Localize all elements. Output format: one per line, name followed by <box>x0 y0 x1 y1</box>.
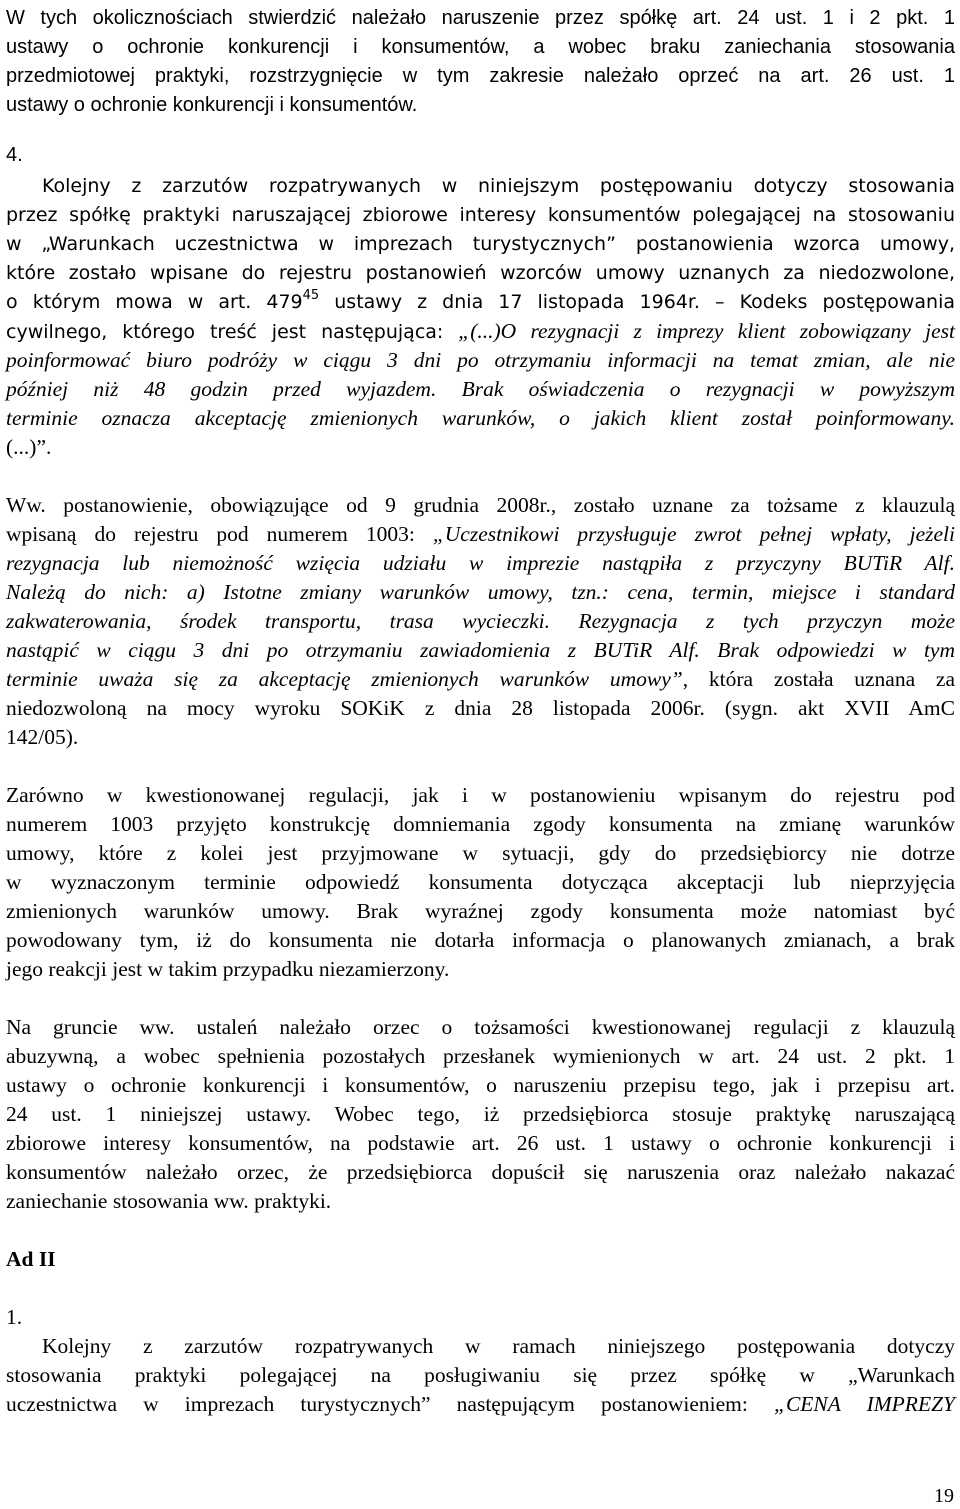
paragraph-conclusion-1 <box>6 4 955 120</box>
paragraph-comparison <box>6 781 955 984</box>
text-line: w wyznaczonym terminie odpowiedź konsumenta dotycząca akceptacji lub nieprzyjęcia <box>6 870 955 894</box>
section-number-4: 4. <box>6 144 23 166</box>
text-line: zbiorowe interesy konsumentów, na podstawie art. 26 ust. 1 ustawy o ochronie konkurencji i <box>6 1131 955 1155</box>
text-line: umowy, które z kolei jest przyjmowane w sytuacji, gdy do przedsiębiorcy nie dotrze <box>6 841 955 865</box>
text-line: stosowania praktyki polegającej na posługiwaniu się przez spółkę w „Warunkach <box>6 1363 955 1387</box>
paragraph-section-1 <box>6 1332 955 1419</box>
text-line: Należą do nich: a) Istotne zmiany warunków umowy, tzn.: cena, termin, miejsce i standard <box>6 580 955 604</box>
quoted-clause-continued <box>6 346 955 462</box>
section-number-1: 1. <box>6 1305 23 1329</box>
text-line: o którym mowa w art. $479^{45}$ ustawy z dnia 17 listopada 1964r. – Kodeks postępowania <box>6 288 956 313</box>
text-line: 142/05). <box>6 725 79 749</box>
text-line: zakwaterowania, środek transportu, trasa wycieczki. Rezygnacja z tych przyczyn może <box>6 609 955 633</box>
text-line: wpisaną do rejestru pod numerem 1003: „Uczestnikowi przysługuje zwrot pełnej wpłaty, jeżeli <box>6 522 955 546</box>
text-line: (...)”. <box>6 435 52 459</box>
text-line: numerem 1003 przyjęto konstrukcję domniemania zgody konsumenta na zmianę warunków <box>6 812 955 836</box>
text-line: poinformować biuro podróży w ciągu 3 dni po otrzymaniu informacji na temat zmian, ale nie <box>6 348 955 372</box>
text-line: Ww. postanowienie, obowiązujące od 9 grudnia 2008r., zostało uznane za tożsame z klauzulą <box>6 493 955 517</box>
text-line: Kolejny z zarzutów rozpatrywanych w ramach niniejszego postępowania dotyczy <box>42 1334 955 1358</box>
text-line: Kolejny z zarzutów rozpatrywanych w niniejszym postępowaniu dotyczy stosowania <box>42 175 955 197</box>
text-line: zmienionych warunków umowy. Brak wyraźnej zgody konsumenta może natomiast być <box>6 899 955 923</box>
text-line: 24 ust. 1 niniejszej ustawy. Wobec tego, iż przedsiębiorca stosuje praktykę naruszającą <box>6 1102 955 1126</box>
text-line: zaniechanie stosowania ww. praktyki. <box>6 1189 332 1213</box>
text-line: ustawy o ochronie konkurencji i konsumentów, a wobec braku zaniechania stosowania <box>6 36 955 58</box>
text-line: powodowany tym, iż do konsumenta nie dotarła informacja o planowanych zmianach, a brak <box>6 928 955 952</box>
text-line: cywilnego, którego treść jest następująca: „(...)O rezygnacji z imprezy klient zobowiązany jest <box>6 319 955 343</box>
paragraph-decision <box>6 1013 955 1216</box>
text-line: niedozwoloną na mocy wyroku SOKiK z dnia 28 listopada 2006r. (sygn. akt XVII AmC <box>6 696 955 720</box>
text-line: rezygnacja lub niemożność wzięcia udziału w imprezie nastąpiła z przyczyny BUTiR Alf. <box>6 551 955 575</box>
text-line: jego reakcji jest w takim przypadku niezamierzony. <box>6 957 450 981</box>
quoted-clause: „CENA IMPREZY <box>773 1392 955 1416</box>
text-line: ustawy o ochronie konkurencji i konsumentów, o naruszeniu przepisu tego, jak i przepisu art. <box>6 1073 955 1097</box>
section-heading: Ad II <box>6 1247 56 1271</box>
text-line: terminie oznacza akceptację zmienionych warunków, o jakich klient został poinformowany. <box>6 406 955 430</box>
text-line: abuzywną, a wobec spełnienia pozostałych przesłanek wymienionych w art. 24 ust. 2 pkt. 1 <box>6 1044 955 1068</box>
page-number: 19 <box>934 1485 954 1507</box>
text-line: terminie uważa się za akceptację zmienionych warunków umowy”, która została uznana za <box>6 667 955 691</box>
text-line: w „Warunkach uczestnictwa w imprezach turystycznych” postanowienia wzorca umowy, <box>6 233 955 255</box>
text-line: ustawy o ochronie konkurencji i konsumentów. <box>6 94 418 116</box>
quoted-clause: „(...)O rezygnacji z imprezy klient zobowiązany jest <box>458 319 955 343</box>
text-line: Zarówno w kwestionowanej regulacji, jak i w postanowieniu wpisanym do rejestru pod <box>6 783 955 807</box>
paragraph-register-1003 <box>6 491 955 752</box>
text-line: przedmiotowej praktyki, rozstrzygnięcie w tym zakresie należało oprzeć na art. 26 ust. 1 <box>6 65 955 87</box>
text-line: później niż 48 godzin przed wyjazdem. Brak oświadczenia o rezygnacji w powyższym <box>6 377 955 401</box>
paragraph-section-4 <box>6 172 955 346</box>
text-line: uczestnictwa w imprezach turystycznych” następującym postanowieniem: „CENA IMPREZY <box>6 1392 955 1416</box>
quoted-clause: „Uczestnikowi przysługuje zwrot pełnej wpłaty, jeżeli <box>432 522 955 546</box>
text-line: przez spółkę praktyki naruszającej zbiorowe interesy konsumentów polegającej na stosowaniu <box>6 204 955 226</box>
superscript: 45 <box>302 288 320 303</box>
text-line: Na gruncie ww. ustaleń należało orzec o tożsamości kwestionowanej regulacji z klauzulą <box>6 1015 955 1039</box>
text-line: które zostało wpisane do rejestru postanowień wzorców umowy uznanych za niedozwolone, <box>6 262 955 284</box>
text-line: nastąpić w ciągu 3 dni po otrzymaniu zawiadomienia z BUTiR Alf. Brak odpowiedzi w tym <box>6 638 955 662</box>
text-line: konsumentów należało orzec, że przedsiębiorca dopuścił się naruszenia oraz należało nakazać <box>6 1160 955 1184</box>
text-line: W tych okolicznościach stwierdzić należało naruszenie przez spółkę art. 24 ust. 1 i 2 pkt. 1 <box>6 7 955 29</box>
